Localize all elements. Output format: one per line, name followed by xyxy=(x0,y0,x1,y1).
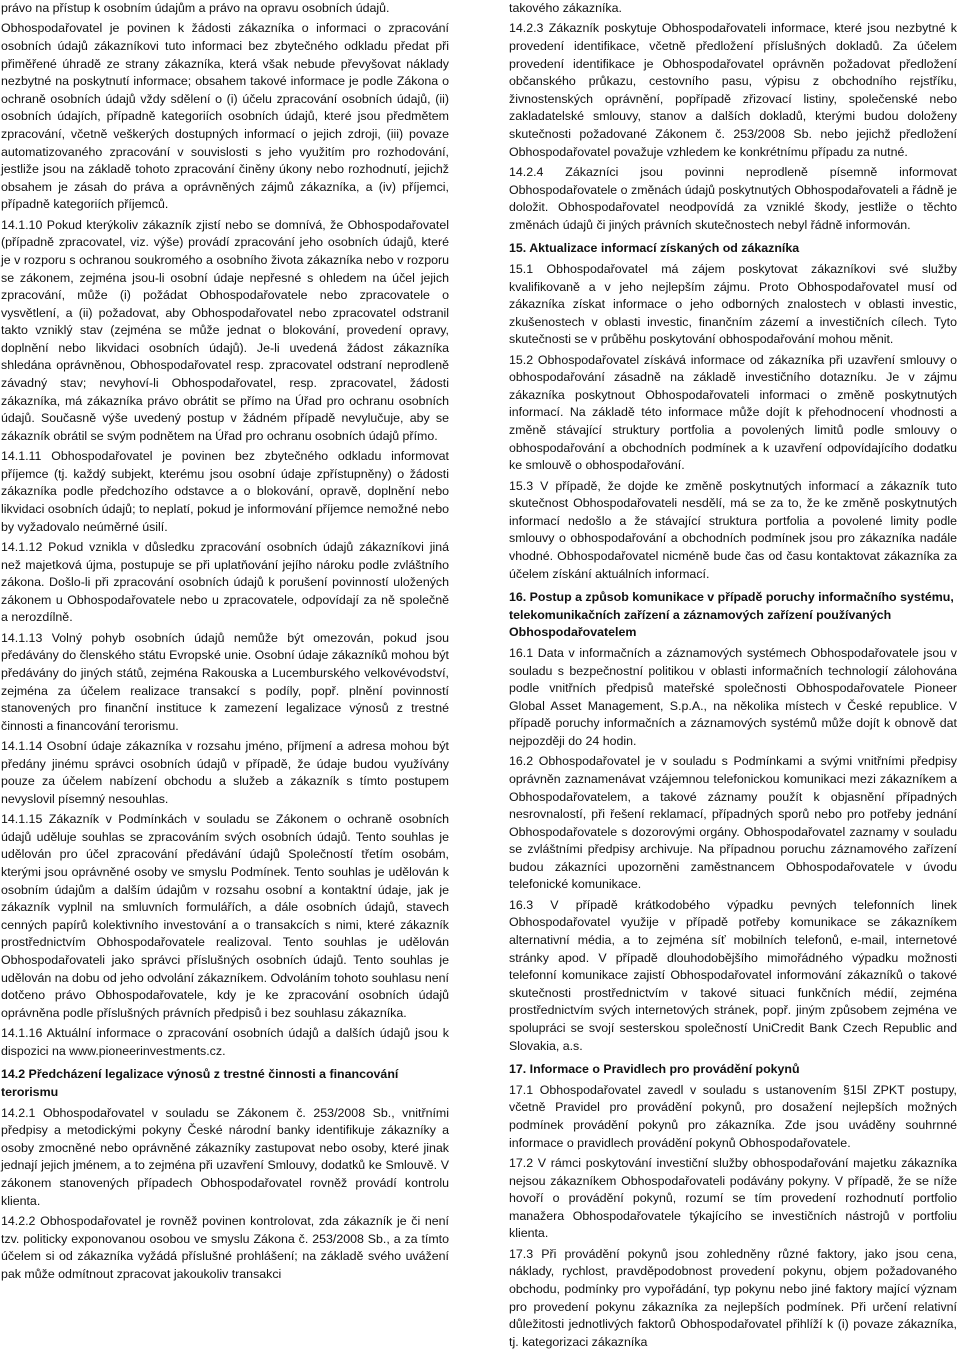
paragraph: 14.1.11 Obhospodařovatel je povinen bez zbytečného odkladu informovat příjemce (tj. každý subjekt, kterému jsou osobní údaje zpřístupněny) o žádosti zákazníka podle předchozího odstavce a o blokování, opravě, doplnění nebo likvidaci osobních údajů; to neplatí, pokud je informování příjemce nemožné nebo by vyžadovalo neúměrné úsilí. xyxy=(1,449,449,534)
paragraph: 16.3 V případě krátkodobého výpadku pevných telefonních linek Obhospodařovatel využije v případě potřeby komunikace se zákazníkem alternativní média, a to zejména síť mobilních telefonů, e-mail, internetové stránky apod. V případě dlouhodobějšího mimořádného výpadku možnosti telefonní komunikace zajistí Obhospodařovatel informování zákazníků o takové skutečnosti prostřednictvím v takové situaci funkčních médií, zejména prostřednictvím svých internetových stránek, popř. jiným způsobem zejména ve spolupráci se svojí sesterskou společností UniCredit Bank Czech Republic and Slovakia, a.s. xyxy=(509,897,957,1053)
section-heading: 15. Aktualizace informací získaných od zákazníka xyxy=(509,241,800,256)
left-column xyxy=(1,0,449,1340)
paragraph: 14.2.1 Obhospodařovatel v souladu se Zákonem č. 253/2008 Sb., vnitřními předpisy a metodickými pokyny České národní banky identifikuje zákazníky a osoby zmocněné nebo oprávněné zákazníky zastupovat nebo osoby, které jinak jednají jejich jménem, a to zejména při uzavření Smlouvy, dodatků ke Smlouvě. V zákonem stanovených případech Obhospodařovatel rovněž provádí kontrolu klienta. xyxy=(1,1105,449,1208)
section-heading: 16. Postup a způsob komunikace v případě poruchy informačního systému, telekomunikačních zařízení a záznamových zařízení používaných Obhospodařovatelem xyxy=(509,590,954,640)
paragraph: 14.1.15 Zákazník v Podmínkách v souladu se Zákonem o ochraně osobních údajů uděluje souhlas se zpracováním svých osobních údajů. Tento souhlas je udělován pro účel zpracování předávání údajů Společností třetím osobám, kterými jsou oprávněné osoby ve smyslu Podmínek. Tento souhlas je udělován k osobním údajům a dalším údajům v rozsahu osobní a kontaktní údaje, jak je zákazník vyplnil na smluvních formulářích, a dále osobních údajů, stavech cenných papírů kolektivního investování a o transakcích s nimi, které zákazník prostřednictvím Obhospodařovatele realizoval. Tento souhlas je udělován Obhospodařovateli jako správci příslušných osobních údajů. Tento souhlas je udělován na dobu od jeho odvolání zákazníkem. Odvoláním tohoto souhlasu není dotčeno právo Obhospodařovatele, kdy je ke zpracování osobních údajů oprávněna podle příslušných právních předpisů i bez souhlasu zákazníka. xyxy=(1,812,449,1020)
paragraph: 15.1 Obhospodařovatel má zájem poskytovat zákazníkovi své služby kvalifikovaně a v jeho nejlepším zájmu. Proto Obhospodařovatel musí od zákazníka získat informace o jeho odborných znalostech v oblasti investic, zkušenostech v oblasti investic, finančním zázemí a investičních cílech. Tyto skutečnosti se v průběhu poskytování obhospodařování mohou měnit. xyxy=(509,261,957,347)
right-column xyxy=(509,0,957,1349)
paragraph: 15.2 Obhospodařovatel získává informace od zákazníka při uzavření smlouvy o obhospodařování zásadně na základě investičního dotazníku. Je v zájmu zákazníka poskytnout Obhospodařovateli informaci o změně poskytnutých informací. Na základě této informace může dojít k přehodnocení vhodnosti a změně stávající struktury portfolia a povolených limitů podle smlouvy o obhospodařování a obchodních podmínek a k uzavření odpovídajícího dodatku ke smlouvě o obhospodařování. xyxy=(509,352,957,473)
paragraph: 16.2 Obhospodařovatel je v souladu s Podmínkami a svými vnitřními předpisy oprávněn zaznamenávat vzájemnou telefonickou komunikaci mezi zákazníkem a Obhospodařovatelem, a takové záznamy použít k objasnění případných nesrovnalostí, při řešení reklamací, případných sporů nebo pro potřeby jednání Obhospodařovatele s dozorovými orgány. Obhospodařovatel zaznamy v souladu se zvláštními předpisy archivuje. Na případnou poruchu záznamového zařízení budou zákazníci upozorněni zaměstnancem Obhospodařovatele v úvodu telefonické komunikace. xyxy=(509,754,957,892)
section-heading: 14.2 Předcházení legalizace výnosů z trestné činnosti a financování terorismu xyxy=(1,1067,399,1099)
paragraph: 17.3 Při provádění pokynů jsou zohledněny různé faktory, jako jsou cena, náklady, rychlost, pravděpodobnost provedení pokynu, objem požadovaného obchodu, podmínky pro vypořádání, typ pokynu nebo jiné faktory mající význam pro provedení pokynu zákazníka za nejlepších podmínek. Při určení relativní důležitosti jednotlivých faktorů Obhospodařovatel přihlíží k (i) povaze zákazníka, tj. kategorizaci zákazníka xyxy=(509,1246,957,1349)
paragraph: právo na přístup k osobním údajům a právo na opravu osobních údajů. xyxy=(1,1,390,15)
paragraph: 17.1 Obhospodařovatel zavedl v souladu s ustanovením §15l ZPKT postupy, včetně Pravidel pro provádění pokynů, pro dosažení nejlepších možných podmínek provádění pokynů pro zákazníka. Zde jsou uváděny souhrnné informace o pravidlech provádění pokynů Obhospodařovatele. xyxy=(509,1082,957,1150)
paragraph: 14.2.3 Zákazník poskytuje Obhospodařovateli informace, které jsou nezbytné k provedení identifikace, včetně předložení příslušných dokladů. Za účelem provedení identifikace je Obhospodařovatel oprávněn požadovat předložení občanského průkazu, cestovního pasu, výpisu z obchodního rejstříku, živnostenských oprávnění, popřípadě zřizovací listiny, společenské nebo zakladatelské smlouvy, stanov a dalších dokladů, kterými budou doloženy skutečnosti požadované Zákonem č. 253/2008 Sb. nebo jejichž předložení Obhospodařovatel považuje vzhledem ke konkrétnímu případu za nutné. xyxy=(509,21,957,159)
paragraph: 15.3 V případě, že dojde ke změně poskytnutých informací a zákazník tuto skutečnost Obhospodařovateli nesdělí, má se za to, že ke změně poskytnutých informací nedošlo a že stávající struktura portfolia a povolené limity podle smlouvy o obhospodařování a obchodních podmínek jsou pro zákazníka nadále vhodné. Obhospodařovatel nicméně bude čas od času kontaktovat zákazníka za účelem získání aktuálních informací. xyxy=(509,478,957,581)
paragraph: 17.2 V rámci poskytování investiční služby obhospodařování majetku zákazníka nejsou zákazníkem Obhospodařovateli podávány pokyny. V případě, že se níže hovoří o provádění pokynů, rozumí se tím provedení rozhodnutí portfolio manažera Obhospodařovatele týkajícího se investičních nástrojů v portfoliu klienta. xyxy=(509,1155,957,1241)
paragraph: takového zákazníka. xyxy=(509,1,622,15)
paragraph: Obhospodařovatel je povinen k žádosti zákazníka o informaci o zpracování osobních údajů zákazníkovi tuto informaci bez zbytečného odkladu předat při přiměřené úhradě ze strany zákazníka, která však nebude převyšovat náklady nezbytné na poskytnutí informace; obsahem takové informace je podle Zákona o ochraně osobních údajů vždy sdělení o (i) účelu zpracování osobních údajů, (ii) osobních údajích, případně kategoriích osobních údajů, které jsou předmětem zpracování, včetně veškerých dostupných informací o jejich zdroji, (iii) povaze automatizovaného zpracování v souvislosti s jeho využitím pro rozhodování, jestliže jsou na základě tohoto zpracování činěny úkony nebo rozhodnutí, jejichž obsahem je zásah do práva a oprávněných zájmů zákazníka, a (iv) příjemci, případně kategoriích příjemců. xyxy=(1,21,449,212)
paragraph: 14.2.2 Obhospodařovatel je rovněž povinen kontrolovat, zda zákazník je či není tzv. politicky exponovanou osobou ve smyslu Zákona č. 253/2008 Sb., a za tímto účelem si od zákazníka vyžádá příslušné prohlášení; na základě svého uvážení pak může odmítnout zpracovat jakoukoliv transakci xyxy=(1,1213,449,1281)
paragraph: 14.1.14 Osobní údaje zákazníka v rozsahu jméno, příjmení a adresa mohou být předány jinému správci osobních údajů v případě, že údaje budou využívány pouze za účelem nabízení obchodu a služeb a zákazník s tímto postupem nevyslovil písemný nesouhlas. xyxy=(1,739,449,806)
paragraph: 14.1.13 Volný pohyb osobních údajů nemůže být omezován, pokud jsou předávány do členského státu Evropské unie. Osobní údaje zákazníků mohou být předávány do jiných států, zejména Rakouska a Lucemburského velkovévodství, zejména za účelem realizace transakcí s podíly, popř. plnění povinností stanovených pro finanční instituce k zamezení legalizace výnosů z trestné činnosti a financování terorismu. xyxy=(1,630,449,733)
section-heading: 17. Informace o Pravidlech pro provádění pokynů xyxy=(509,1062,800,1077)
paragraph: 14.1.12 Pokud vznikla v důsledku zpracování osobních údajů zákazníkovi jiná než majetková újma, postupuje se při uplatňování jejího nároku podle zvláštního zákona. Došlo-li při zpracování osobních údajů k porušení povinností uložených zákonem u Obhospodařovatele nebo u zpracovatele, odpovídají za ně společně a nerozdílně. xyxy=(1,540,449,625)
paragraph: 14.1.10 Pokud kterýkoliv zákazník zjistí nebo se domnívá, že Obhospodařovatel (případně zpracovatel, viz. výše) provádí zpracování jeho osobních údajů, které je v rozporu s ochranou soukromého a osobního života zákazníka nebo v rozporu se zákonem, zejména jsou-li osobní údaje nepřesné s ohledem na účel jejich zpracování, může (i) požádat Obhospodařovatele nebo zpracovatele o vysvětlení, a (ii) požadovat, aby Obhospodařovatel nebo zpracovatel odstranil takto vzniklý stav (zejména se může jednat o blokování, provedení opravy, doplnění nebo likvidaci osobních údajů). Je-li uvedená žádost zákazníka shledána oprávněnou, Obhospodařovatel resp. zpracovatel odstraní neprodleně závadný stav; nevyhoví-li Obhospodařovatel, resp. zpracovatel, žádosti zákazníka, má zákazníka právo obrátit se přímo na Úřad pro ochranu osobních údajů. Současně výše uvedený postup v žádném případě nevylučuje, aby se zákazník obrátil se svým podnětem na Úřad pro ochranu osobních údajů přímo. xyxy=(1,217,449,443)
paragraph: 14.2.4 Zákazníci jsou povinni neprodleně písemně informovat Obhospodařovatele o změnách údajů poskytnutých Obhospodařovateli a řádně je doložit. Obhospodařovatel neodpovídá za vzniklé škody, jestliže o těchto změnách údajů či jiných právních skutečnostech nebyl řádně informován. xyxy=(509,164,957,232)
paragraph: 16.1 Data v informačních a záznamových systémech Obhospodařovatele jsou v souladu s bezpečnostní politikou v oblasti informačních technologií zálohována podle vnitřních předpisů mateřské společnosti Obhospodařovatele Pioneer Global Asset Management, S.p.A., na několika místech v České republice. V případě poruchy informačních a záznamových systémů může dojít k obnově dat nejpozději do 24 hodin. xyxy=(509,645,957,748)
paragraph: 14.1.16 Aktuální informace o zpracování osobních údajů a dalších údajů jsou k dispozici na www.pioneerinvestments.cz. xyxy=(1,1026,449,1058)
